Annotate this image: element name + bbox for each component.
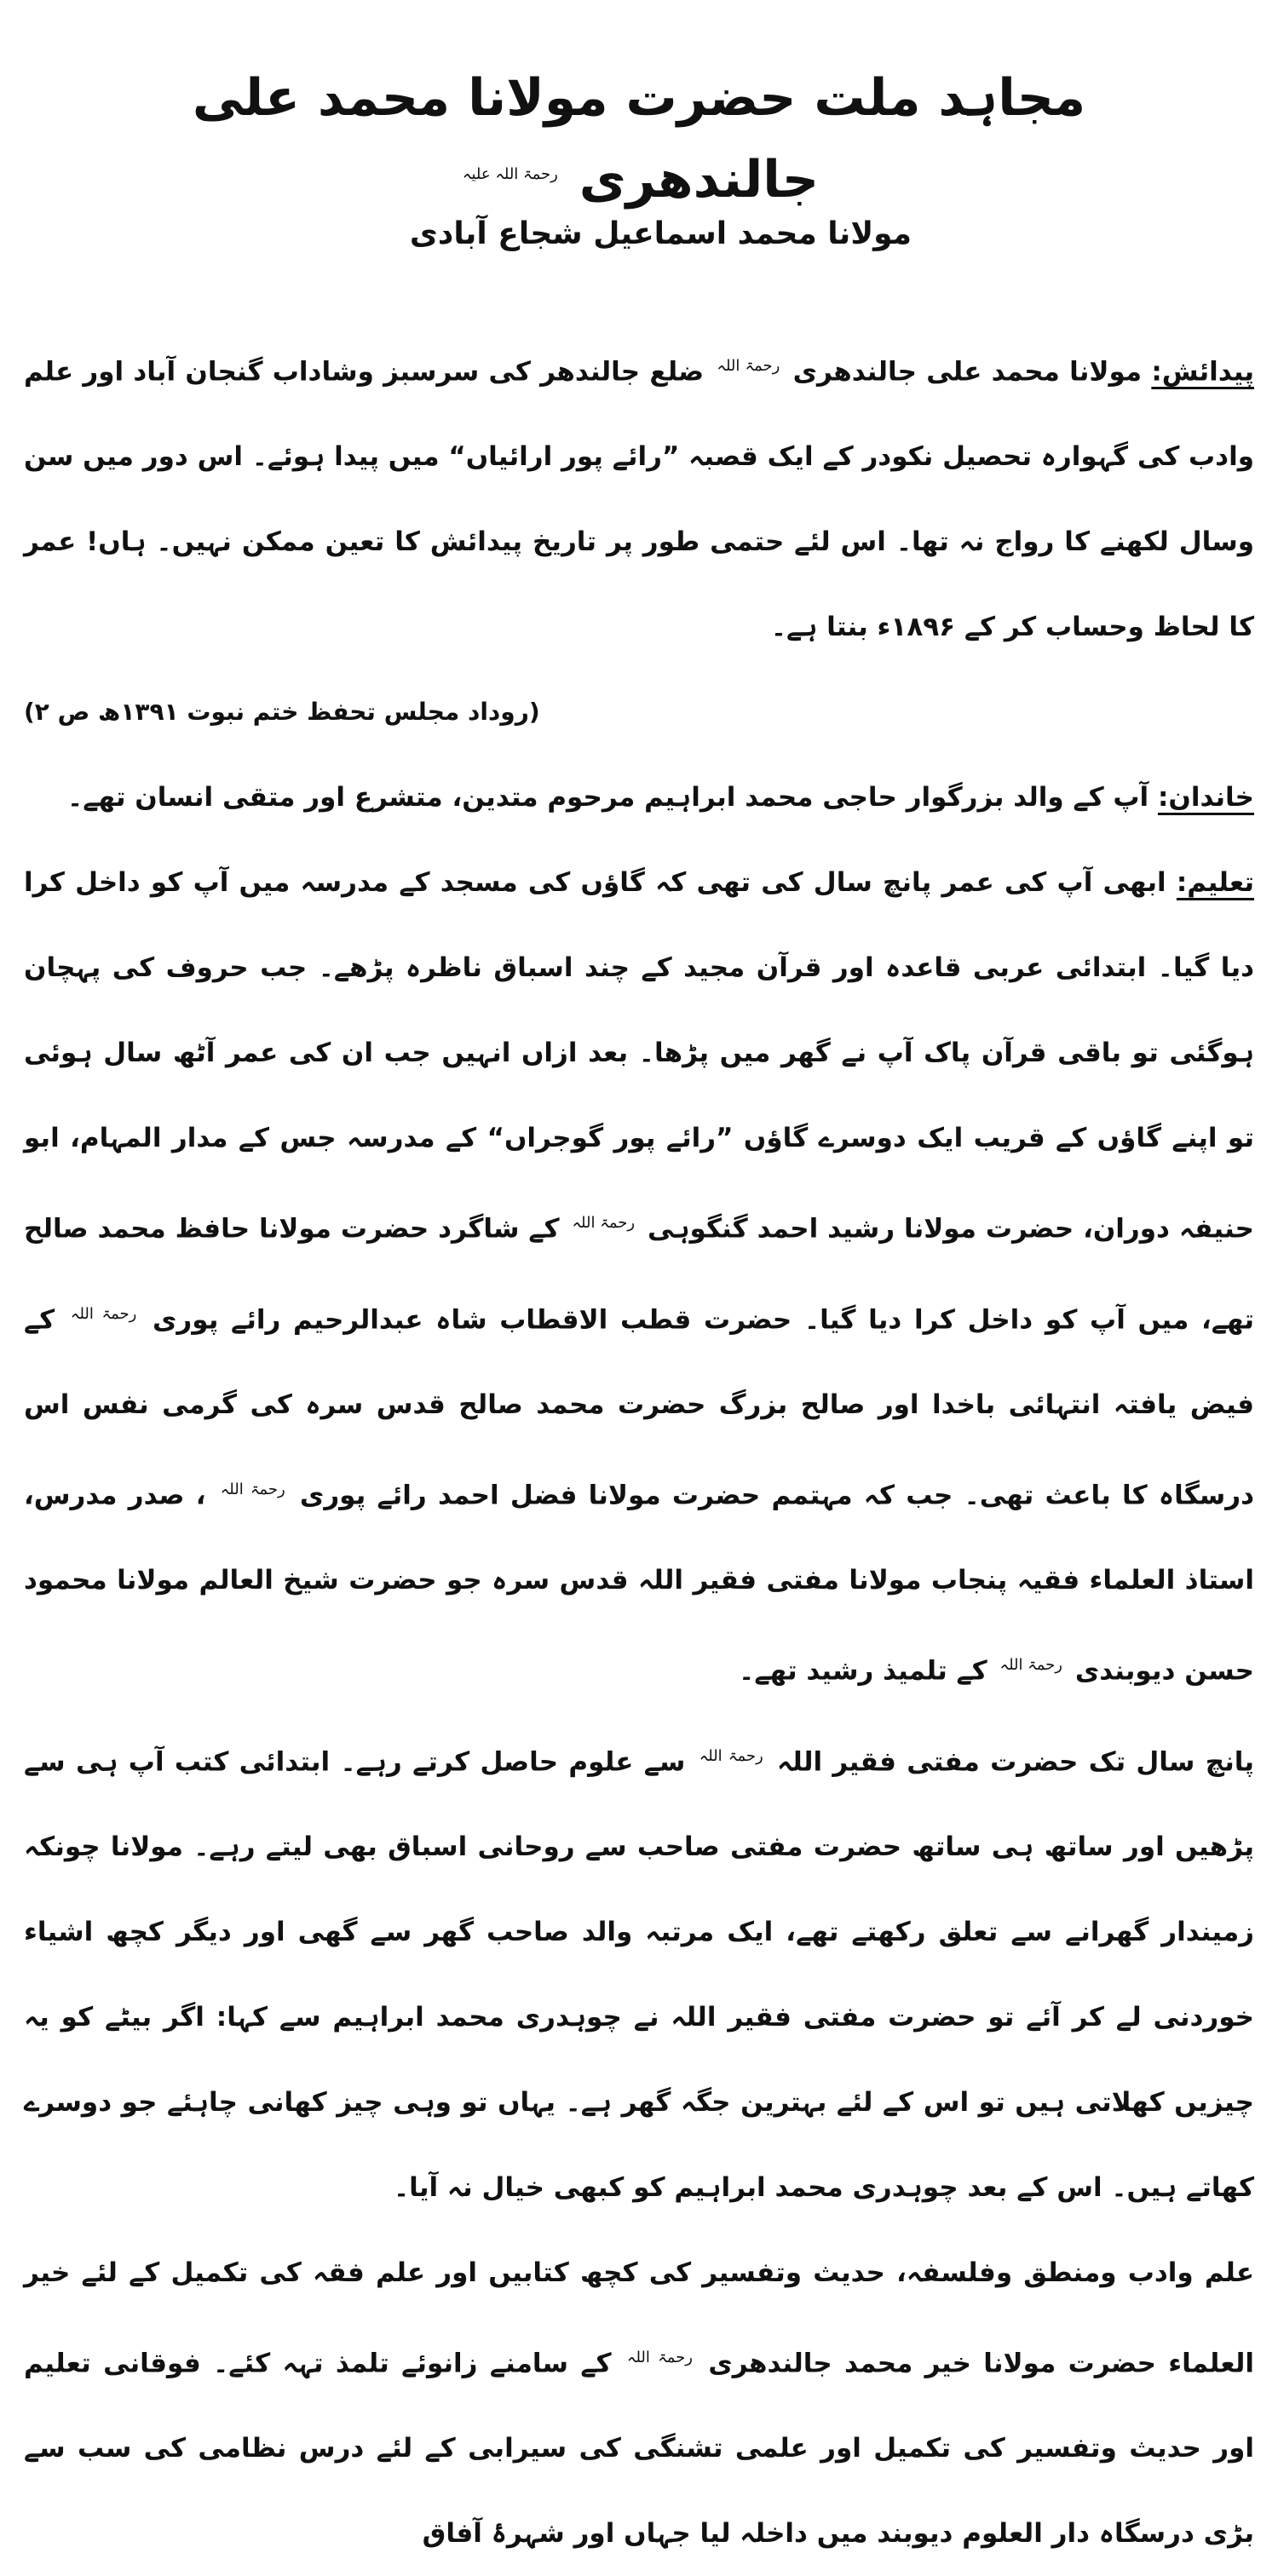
honorific-mark: رحمۃ اللہ bbox=[626, 2348, 693, 2366]
heading-birth: پیدائش: bbox=[1151, 356, 1255, 388]
birth-reference: (روداد مجلس تحفظ ختم نبوت ۱۳۹۱ھ ص ۲) bbox=[24, 698, 540, 727]
education-text-5: کے تلمیذ رشید تھے۔ bbox=[739, 1655, 987, 1687]
title-honorific: رحمۃ اللہ علیہ bbox=[462, 165, 558, 183]
education-text-8: علم وادب ومنطق وفلسفہ، حدیث وتفسیر کی کچھ کتابیں اور علم فقہ کی تکمیل کے لئے خیر العلماء حضرت مولانا خیر محمد جالندھری bbox=[24, 2257, 1254, 2379]
paragraph-family bbox=[24, 755, 1254, 840]
education-text-6: پانچ سال تک حضرت مفتی فقیر اللہ bbox=[777, 1745, 1254, 1777]
honorific-mark: رحمۃ اللہ bbox=[999, 1656, 1063, 1675]
education-text-7: سے علوم حاصل کرتے رہے۔ ابتدائی کتب آپ ہی سے پڑھیں اور ساتھ ہی ساتھ حضرت مفتی صاحب سے روحانی اسباق بھی لیتے رہے۔ مولانا چونکہ زمیندار گھرانے سے تعلق رکھتے تھے، ایک مرتبہ والد صاحب گھر سے گھی اور دیگر کچھ اشیاء خوردنی لے کر آئے تو حضرت مفتی فقیر اللہ نے چوہدری محمد ابراہیم سے کہا: اگر بیٹے کو یہ چیزیں کھلاتی ہیں تو اس کے لئے بہترین جگہ گھر ہے۔ یہاں تو وہی چیز کھانی چاہئے جو دوسرے کھاتے ہیں۔ اس کے بعد چوہدری محمد ابراہیم کو کبھی خیال نہ آیا۔ bbox=[24, 1745, 1254, 2203]
honorific-mark: رحمۃ اللہ bbox=[70, 1304, 137, 1323]
heading-education: تعلیم: bbox=[1176, 867, 1255, 899]
education-text-3: کے فیض یافتہ انتہائی باخدا اور صالح بزرگ حضرت محمد صالح قدس سرہ کی گرمی نفس اس درسگاہ کا باعث تھی۔ جب کہ مہتمم حضرت مولانا فضل احمد رائے پوری bbox=[24, 1303, 1254, 1511]
page-title bbox=[85, 60, 1193, 218]
education-text-2: کے شاگرد حضرت مولانا حافظ محمد صالح تھے، میں آپ کو داخل کرا دیا گیا۔ حضرت قطب الاقطاب شاہ عبدالرحیم رائے پوری bbox=[24, 1213, 1254, 1335]
education-text-1: ابھی آپ کی عمر پانچ سال کی تھی کہ گاؤں کی مسجد کے مدرسہ میں آپ کو داخل کرا دیا گیا۔ ابتدائی عربی قاعدہ اور قرآن مجید کے چند اسباق ناظرہ پڑھے۔ جب حروف کی پہچان ہوگئی تو باقی قرآن پاک آپ نے گھر میں پڑھا۔ بعد ازاں انہیں جب ان کی عمر آٹھ سال ہوئی تو اپنے گاؤں کے قریب ایک دوسرے گاؤں ”رائے پور گوجراں“ کے مدرسہ جس کے مدار المہام، ابو حنیفہ دوران، حضرت مولانا رشید احمد گنگوہی bbox=[24, 867, 1254, 1245]
paragraph-studies bbox=[24, 1714, 1254, 2230]
birth-text-1: مولانا محمد علی جالندھری bbox=[792, 356, 1143, 388]
paragraph-education bbox=[24, 840, 1254, 1713]
paragraph-higher-studies bbox=[24, 2230, 1254, 2576]
birth-text-2: ضلع جالندھر کی سرسبز وشاداب گنجان آباد اور علم وادب کی گہوارہ تحصیل نکودر کے ایک قصبہ ”رائے پور ارائیاں“ میں پیدا ہوئے۔ اس دور میں سن وسال لکھنے کا رواج نہ تھا۔ اس لئے حتمی طور پر تاریخ پیدائش کا تعین ممکن نہیں۔ ہاں! عمر کا لحاظ وحساب کر کے ۱۸۹۶ء بنتا ہے۔ bbox=[24, 356, 1254, 643]
honorific-mark: رحمۃ اللہ bbox=[717, 357, 780, 375]
author-name: مولانا محمد اسماعیل شجاع آبادی bbox=[409, 216, 912, 251]
paragraph-birth bbox=[24, 324, 1254, 670]
article-body bbox=[24, 324, 1254, 2576]
honorific-mark: رحمۃ اللہ bbox=[699, 1746, 763, 1765]
title-text: مجاہد ملت حضرت مولانا محمد علی جالندھری bbox=[192, 68, 1086, 210]
family-text: آپ کے والد بزرگوار حاجی محمد ابراہیم مرحوم متدین، متشرع اور متقی انسان تھے۔ bbox=[67, 782, 1149, 814]
education-text-4: ، صدر مدرس، استاذ العلماء فقیہ پنجاب مولانا مفتی فقیر اللہ قدس سرہ جو حضرت شیخ العالم مولانا محمود حسن دیوبندی bbox=[24, 1480, 1254, 1687]
honorific-mark: رحمۃ اللہ bbox=[572, 1214, 636, 1233]
heading-family: خاندان: bbox=[1157, 782, 1254, 814]
honorific-mark: رحمۃ اللہ bbox=[220, 1480, 285, 1498]
education-text-9: کے سامنے زانوئے تلمذ تہہ کئے۔ فوقانی تعلیم اور حدیث وتفسیر کی تکمیل اور علمی تشنگی کی سیرابی کے لئے درس نظامی کی سب سے بڑی درسگاہ دار العلوم دیوبند میں داخلہ لیا جہاں اور شہرۂ آفاق bbox=[24, 2348, 1254, 2550]
